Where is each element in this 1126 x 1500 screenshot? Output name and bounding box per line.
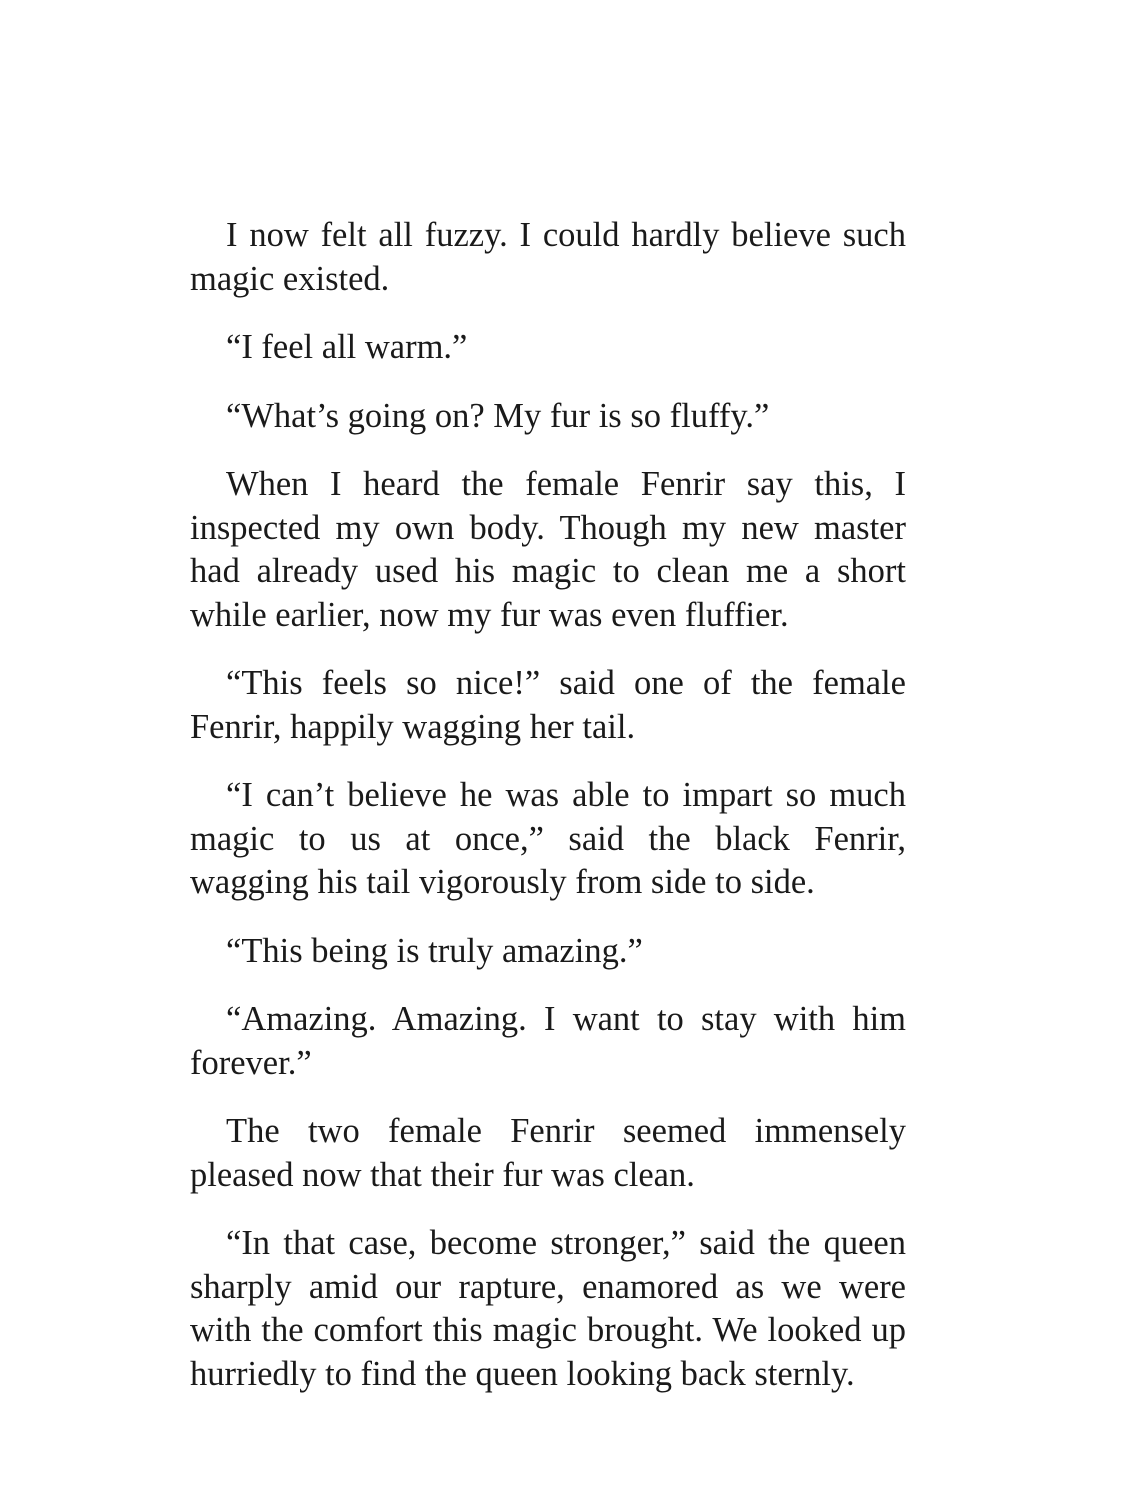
paragraph: When I heard the female Fenrir say this, I inspected my own body. Though my new master had already used his magic to clean me a short while earlier, now my fur was even fluffier. [190,465,906,634]
paragraph: “What’s going on? My fur is so fluffy.” [226,396,770,435]
paragraph: I now felt all fuzzy. I could hardly believe such magic existed. [190,216,906,298]
paragraph: “This feels so nice!” said one of the female Fenrir, happily wagging her tail. [190,664,906,746]
page-body [190,214,906,1396]
paragraph: The two female Fenrir seemed immensely pleased now that their fur was clean. [190,1112,906,1194]
paragraph: “I feel all warm.” [226,328,468,366]
paragraph: “I can’t believe he was able to impart so much magic to us at once,” said the black Fenrir, wagging his tail vigorously from side to side. [190,776,906,901]
paragraph: “Amazing. Amazing. I want to stay with him forever.” [190,1000,906,1082]
paragraph: “This being is truly amazing.” [226,931,643,970]
paragraph: “In that case, become stronger,” said the queen sharply amid our rapture, enamored as we were with the comfort this magic brought. We looked up hurriedly to find the queen looking back sternly. [190,1224,906,1393]
